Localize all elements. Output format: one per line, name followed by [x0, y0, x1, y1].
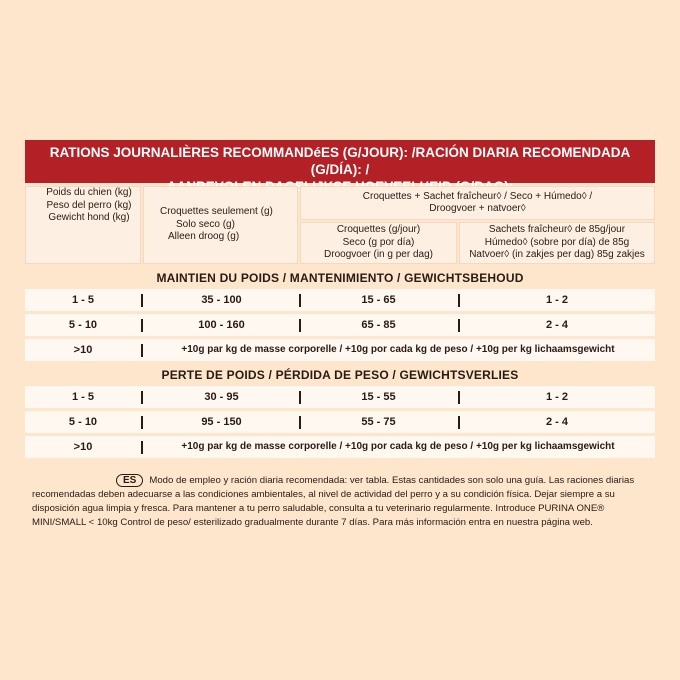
section-title-weight-loss: PERTE DE POIDS / PÉRDIDA DE PESO / GEWICHTSVERLIES — [161, 368, 519, 382]
cell-weight: 1 - 5 — [71, 294, 94, 306]
cell-weight: >10 — [73, 344, 93, 356]
header-mixed-dry — [300, 222, 457, 264]
header-mixed-line-1: Croquettes + Sachet fraîcheur◊ / Seco + Húmedo◊ / — [362, 190, 593, 202]
cell-dry: 35 - 100 — [201, 294, 242, 306]
cell-dry: 100 - 160 — [198, 319, 245, 331]
cell-weight: 5 - 10 — [68, 416, 98, 428]
cell-mixed-dry: 15 - 55 — [361, 391, 396, 403]
header-weight-fr: Poids du chien (kg) — [46, 187, 132, 198]
cell-dry: 95 - 150 — [201, 416, 242, 428]
header-mixed-wet-nl: Natvoer◊ (in zakjes per dag) 85g zakjes — [469, 249, 645, 261]
header-mixed-wet-es: Húmedo◊ (sobre por día) de 85g — [484, 236, 630, 248]
header-mixed-line-2: Droogvoer + natvoer◊ — [429, 203, 526, 214]
table-row — [25, 289, 655, 311]
cell-dry: 30 - 95 — [204, 391, 239, 403]
table-row — [25, 411, 655, 433]
cell-mixed-dry: 15 - 65 — [361, 294, 396, 306]
header-mixed-dry-nl: Droogvoer (in g per dag) — [324, 249, 433, 261]
header-mixed-wet-fr: Sachets fraîcheur◊ de 85g/jour — [488, 224, 626, 236]
table-row — [25, 314, 655, 336]
cell-mixed-dry: 65 - 85 — [361, 319, 396, 331]
usage-note — [32, 474, 648, 530]
cell-mixed-wet: 2 - 4 — [545, 319, 568, 331]
table-row — [25, 386, 655, 408]
usage-note-text: Modo de empleo y ración diaria recomendada: ver tabla. Estas cantidades son solo una guía. Las raciones diarias recomendadas deben adecuarse a las condiciones ambientales, al nivel de actividad del perro y a su condición física. Dejar siempre a su disposición agua limpia y fresca. Para mantener a tu perro saludable, consulta a tu veterinario regularmente. Introduce PURINA ONE® MINI/SMALL < 10kg Control de peso/ esterilizado gradualmente durante 7 días. Para más información entra en nuestra página web. — [32, 475, 635, 528]
cell-mixed-wet: 2 - 4 — [545, 416, 568, 428]
table-row-extra — [25, 339, 655, 361]
header-dog-weight — [25, 186, 141, 264]
header-dry-fr: Croquettes seulement (g) — [160, 206, 273, 218]
table-title-line-1: RATIONS JOURNALIÈRES RECOMMANDéES (G/JOUR): /RACIÓN DIARIA RECOMENDADA (G/DÍA): / — [49, 145, 631, 177]
header-mixed-feeding — [300, 186, 655, 220]
header-dry-nl: Alleen droog (g) — [168, 231, 240, 243]
table-header — [25, 183, 655, 267]
cell-weight: 5 - 10 — [68, 319, 98, 331]
header-dry-es: Solo seco (g) — [176, 218, 235, 230]
cell-extra-rule: +10g par kg de masse corporelle / +10g por cada kg de peso / +10g per kg lichaamsgewicht — [181, 344, 615, 355]
table-row-extra — [25, 436, 655, 458]
cell-mixed-wet: 1 - 2 — [545, 391, 568, 403]
cell-weight: >10 — [73, 441, 93, 453]
table-title — [25, 140, 655, 183]
header-mixed-wet — [459, 222, 655, 264]
section-title-maintenance: MAINTIEN DU POIDS / MANTENIMIENTO / GEWICHTSBEHOUD — [156, 271, 524, 285]
feeding-table — [25, 140, 655, 461]
cell-mixed-wet: 1 - 2 — [545, 294, 568, 306]
header-dry-only — [143, 186, 298, 264]
cell-weight: 1 - 5 — [71, 391, 94, 403]
language-badge: ES — [116, 474, 143, 487]
cell-extra-rule: +10g par kg de masse corporelle / +10g por cada kg de peso / +10g per kg lichaamsgewicht — [181, 441, 615, 452]
header-weight-nl: Gewicht hond (kg) — [48, 212, 130, 223]
header-mixed-dry-fr: Croquettes (g/jour) — [336, 224, 421, 236]
cell-mixed-dry: 55 - 75 — [361, 416, 396, 428]
header-mixed-dry-es: Seco (g por día) — [342, 236, 415, 248]
header-weight-es: Peso del perro (kg) — [46, 199, 132, 211]
